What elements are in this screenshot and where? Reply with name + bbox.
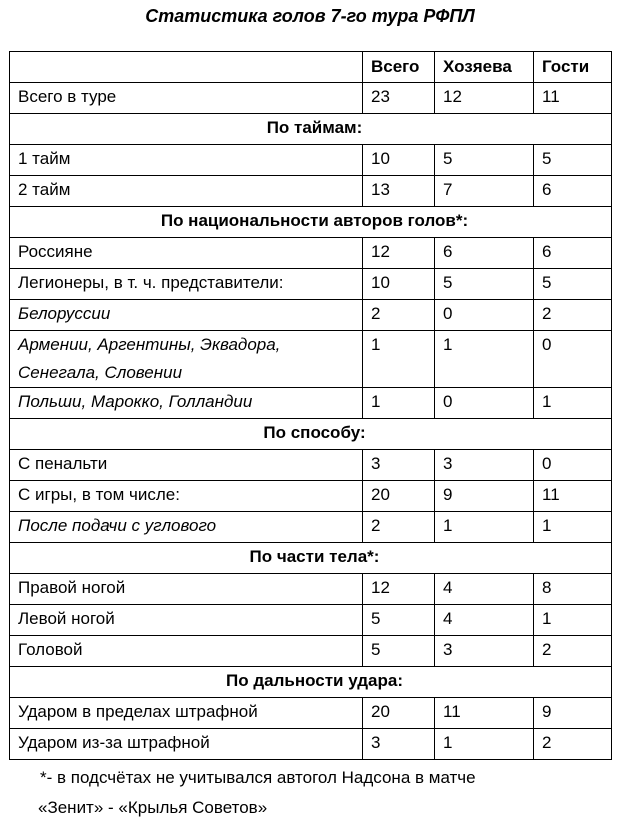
home-value: 7 (435, 176, 534, 207)
table-row (10, 269, 612, 300)
away-value: 2 (534, 729, 612, 760)
away-value: 1 (534, 605, 612, 636)
table-row (10, 300, 612, 331)
header-label-cell (10, 52, 363, 83)
section-heading: По таймам: (10, 114, 612, 145)
document-title: Статистика голов 7-го тура РФПЛ (145, 6, 475, 26)
section-heading: По части тела*: (10, 543, 612, 574)
row-label: Легионеры, в т. ч. представители: (10, 269, 363, 300)
away-value: 0 (534, 450, 612, 481)
home-value: 12 (435, 83, 534, 114)
total-value: 2 (363, 512, 435, 543)
total-value: 12 (363, 238, 435, 269)
total-value: 23 (363, 83, 435, 114)
total-value: 20 (363, 481, 435, 512)
row-label: Белоруссии (10, 300, 363, 331)
section-row (10, 543, 612, 574)
away-value: 6 (534, 176, 612, 207)
away-value: 0 (534, 331, 612, 388)
section-row (10, 114, 612, 145)
footnote-line-2: «Зенит» - «Крылья Советов» (38, 798, 268, 817)
table-row (10, 238, 612, 269)
header-away: Гости (534, 52, 612, 83)
table-row (10, 636, 612, 667)
total-value: 2 (363, 300, 435, 331)
total-value: 10 (363, 269, 435, 300)
row-label: Ударом из-за штрафной (10, 729, 363, 760)
away-value: 2 (534, 636, 612, 667)
section-heading: По способу: (10, 419, 612, 450)
total-value: 3 (363, 729, 435, 760)
row-label: Ударом в пределах штрафной (10, 698, 363, 729)
table-body (10, 83, 612, 760)
table-row (10, 388, 612, 419)
home-value: 3 (435, 450, 534, 481)
total-value: 1 (363, 331, 435, 388)
row-label: 1 тайм (10, 145, 363, 176)
away-value: 2 (534, 300, 612, 331)
footnote-line-1: *- в подсчётах не учитывался автогол Надсона в матче (40, 768, 476, 787)
total-value: 12 (363, 574, 435, 605)
total-value: 3 (363, 450, 435, 481)
table-row (10, 450, 612, 481)
home-value: 5 (435, 269, 534, 300)
row-label: Левой ногой (10, 605, 363, 636)
table-row (10, 698, 612, 729)
table-row (10, 481, 612, 512)
goal-statistics-table (9, 51, 612, 760)
table-row (10, 83, 612, 114)
total-value: 5 (363, 605, 435, 636)
header-row (10, 52, 612, 83)
header-total: Всего (363, 52, 435, 83)
row-label: С пенальти (10, 450, 363, 481)
table-row (10, 605, 612, 636)
home-value: 9 (435, 481, 534, 512)
table-row (10, 145, 612, 176)
row-label: 2 тайм (10, 176, 363, 207)
header-home: Хозяева (435, 52, 534, 83)
away-value: 6 (534, 238, 612, 269)
footnote (40, 763, 600, 823)
home-value: 0 (435, 300, 534, 331)
home-value: 6 (435, 238, 534, 269)
home-value: 5 (435, 145, 534, 176)
row-label: Правой ногой (10, 574, 363, 605)
away-value: 5 (534, 269, 612, 300)
total-value: 1 (363, 388, 435, 419)
row-label: Армении, Аргентины, Эквадора, Сенегала, Словении (10, 331, 363, 388)
table-row (10, 331, 612, 388)
row-label: Головой (10, 636, 363, 667)
away-value: 1 (534, 512, 612, 543)
total-value: 13 (363, 176, 435, 207)
table-row (10, 176, 612, 207)
home-value: 4 (435, 605, 534, 636)
away-value: 5 (534, 145, 612, 176)
row-label: После подачи с углового (10, 512, 363, 543)
home-value: 3 (435, 636, 534, 667)
total-value: 10 (363, 145, 435, 176)
row-label: Россияне (10, 238, 363, 269)
section-row (10, 667, 612, 698)
table-row (10, 574, 612, 605)
home-value: 1 (435, 729, 534, 760)
total-value: 5 (363, 636, 435, 667)
table-row (10, 729, 612, 760)
away-value: 11 (534, 83, 612, 114)
section-row (10, 419, 612, 450)
away-value: 9 (534, 698, 612, 729)
row-label: Всего в туре (10, 83, 363, 114)
total-value: 20 (363, 698, 435, 729)
away-value: 8 (534, 574, 612, 605)
home-value: 4 (435, 574, 534, 605)
section-row (10, 207, 612, 238)
home-value: 1 (435, 512, 534, 543)
table-row (10, 512, 612, 543)
section-heading: По дальности удара: (10, 667, 612, 698)
row-label: С игры, в том числе: (10, 481, 363, 512)
row-label: Польши, Марокко, Голландии (10, 388, 363, 419)
home-value: 0 (435, 388, 534, 419)
section-heading: По национальности авторов голов*: (10, 207, 612, 238)
home-value: 11 (435, 698, 534, 729)
away-value: 1 (534, 388, 612, 419)
home-value: 1 (435, 331, 534, 388)
away-value: 11 (534, 481, 612, 512)
